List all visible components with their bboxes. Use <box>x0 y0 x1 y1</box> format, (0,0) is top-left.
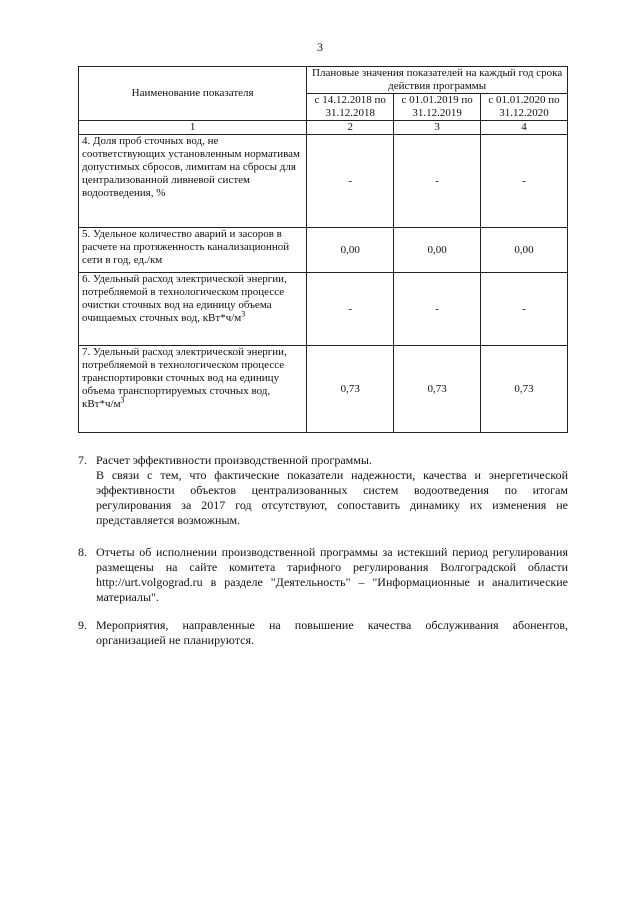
indicator-value: 0,73 <box>481 346 568 433</box>
header-planned-values: Плановые значения показателей на каждый год срока действия программы <box>307 67 568 94</box>
table-row <box>79 346 568 433</box>
section-title: Расчет эффективности производственной программы. <box>96 453 372 467</box>
indicator-name-text: 6. Удельный расход электрической энергии, потребляемой в технологическом процессе очистки сточных вод на единицу объема очищаемых сточных вод, кВт*ч/м <box>82 273 287 324</box>
indicator-value: 0,00 <box>394 228 481 273</box>
header-period-2019: с 01.01.2019 по 31.12.2019 <box>394 94 481 121</box>
section-text: В связи с тем, что фактические показатели надежности, качества и энергетической эффективности объектов централизованных систем водоотведения по итогам регулирования за 2017 год отсутствуют, сопоставить динамику их изменения не представляется возможным. <box>96 468 568 527</box>
column-number: 2 <box>307 121 394 135</box>
indicator-value: - <box>481 135 568 228</box>
indicator-value: - <box>394 273 481 346</box>
header-period-2018: с 14.12.2018 по 31.12.2018 <box>307 94 394 121</box>
header-period-2020: с 01.01.2020 по 31.12.2020 <box>481 94 568 121</box>
column-number: 1 <box>79 121 307 135</box>
indicator-name <box>79 273 307 346</box>
section-number: 7. <box>78 453 87 467</box>
section-number: 8. <box>78 545 87 559</box>
indicator-value: - <box>307 135 394 228</box>
table-column-numbers-row <box>79 121 568 135</box>
section-service-quality <box>78 618 568 648</box>
unit-superscript: 3 <box>120 395 125 405</box>
indicator-name: 4. Доля проб сточных вод, не соответствующих установленным нормативам допустимых сбросов, лимитам на сбросы для централизованной ливневой систем водоотведения, % <box>79 135 307 228</box>
indicator-value: 0,00 <box>307 228 394 273</box>
indicator-name: 5. Удельное количество аварий и засоров в расчете на протяженность канализационной сети в год, ед./км <box>79 228 307 273</box>
header-indicator-name: Наименование показателя <box>79 67 307 121</box>
table-row <box>79 135 568 228</box>
indicator-value: - <box>394 135 481 228</box>
column-number: 3 <box>394 121 481 135</box>
unit-superscript: 3 <box>241 309 246 319</box>
indicator-value: 0,00 <box>481 228 568 273</box>
indicator-value: 0,73 <box>307 346 394 433</box>
indicator-value: - <box>307 273 394 346</box>
section-reports <box>78 545 568 605</box>
indicator-value: - <box>481 273 568 346</box>
indicator-value: 0,73 <box>394 346 481 433</box>
indicator-name-text: 7. Удельный расход электрической энергии, потребляемой в технологическом процессе транспортировки сточных вод на единицу объема транспортируемых сточных вод, кВт*ч/м <box>82 346 287 410</box>
section-text: Отчеты об исполнении производственной программы за истекший период регулирования размещены на сайте комитета тарифного регулирования Волгоградской области http://urt.volgograd.ru в разделе "Деятельность" – "Информационные и аналитические материалы". <box>96 545 568 604</box>
indicator-name <box>79 346 307 433</box>
indicators-table <box>78 66 568 433</box>
column-number: 4 <box>481 121 568 135</box>
table-row <box>79 228 568 273</box>
table-row <box>79 273 568 346</box>
section-efficiency-calculation <box>78 453 568 528</box>
table-header-row <box>79 67 568 94</box>
page-number: 3 <box>317 40 323 54</box>
section-text: Мероприятия, направленные на повышение качества обслуживания абонентов, организацией не планируются. <box>96 618 568 647</box>
section-number: 9. <box>78 618 87 632</box>
